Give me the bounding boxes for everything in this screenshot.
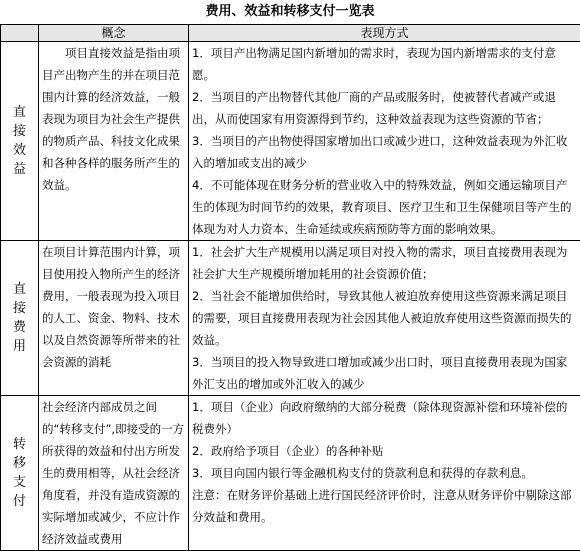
- list-item: 1．项目产出物满足国内新增加的需求时，表现为国内新增需求的支付意愿。: [192, 42, 577, 86]
- list-item: 3．当项目的产出物使得国家增加出口或减少进口，这种效益表现为外汇收入的增加或支出的减少: [192, 130, 577, 174]
- list-item: 2．当社会不能增加供给时，导致其他人被迫放弃使用这些资源来满足项目的需要，项目直接费用表现为社会因其他人被迫放弃使用这些资源而损失的效益。: [192, 285, 577, 351]
- header-blank: [1, 25, 39, 42]
- header-concept: 概念: [39, 25, 189, 42]
- list-item: 2．政府给予项目（企业）的各种补贴: [192, 440, 577, 462]
- list-item: 3．项目向国内银行等金融机构支付的贷款利息和获得的存款利息。: [192, 462, 577, 484]
- row-concept: 在项目计算范围内计算，项目使用投入物所产生的经济费用，一般表现为投入项目的人工、资金、物料、技术以及自然资源等所带来的社会资源的消耗: [39, 241, 189, 396]
- table-row: [1, 42, 580, 241]
- list-item: 2．当项目的产出物替代其他厂商的产品或服务时，使被替代者减产或退出，从而使国家有用资源得到节约，这种效益表现为这些资源的节省；: [192, 86, 577, 130]
- row-expression: [189, 396, 580, 551]
- comparison-table: [0, 24, 580, 551]
- row-expression: [189, 241, 580, 396]
- list-item: 1．社会扩大生产规模用以满足项目对投入物的需求，项目直接费用表现为社会扩大生产规模所增加耗用的社会资源价值；: [192, 241, 577, 285]
- table-row: [1, 241, 580, 396]
- row-concept: 社会经济内部成员之间的“转移支付”,即接受的一方所获得的效益和付出方所发生的费用相等，从社会经济角度看，并没有造成资源的实际增加或减少，不应计作经济效益或费用: [39, 396, 189, 551]
- list-item: 3．当项目的投入物导致进口增加或减少出口时，项目直接费用表现为国家外汇支出的增加或外汇收入的减少: [192, 351, 577, 395]
- row-category: 转移支付: [1, 396, 39, 551]
- list-item: 注意：在财务评价基础上进行国民经济评价时，注意从财务评价中剔除这部分效益和费用。: [192, 484, 577, 528]
- list-item: 1．项目（企业）向政府缴纳的大部分税费（除体现资源补偿和环境补偿的税费外）: [192, 396, 577, 440]
- list-item: 4．不可能体现在财务分析的营业收入中的特殊效益，例如交通运输项目产生的体现为时间节约的效果，教育项目、医疗卫生和卫生保健项目等产生的体现为对人力资本、生命延续或疾病预防等方面的影响效果。: [192, 174, 577, 240]
- row-category: 直接费用: [1, 241, 39, 396]
- row-concept: 项目直接效益是指由项目产出物产生的并在项目范围内计算的经济效益，一般表现为项目为社会生产提供的物质产品、科技文化成果和各种各样的服务所产生的效益。: [39, 42, 189, 241]
- table-title: 费用、效益和转移支付一览表: [0, 0, 580, 24]
- table-row: [1, 396, 580, 551]
- row-expression: [189, 42, 580, 241]
- row-category: 直接效益: [1, 42, 39, 241]
- header-expression: 表现方式: [189, 25, 580, 42]
- table-header-row: [1, 25, 580, 42]
